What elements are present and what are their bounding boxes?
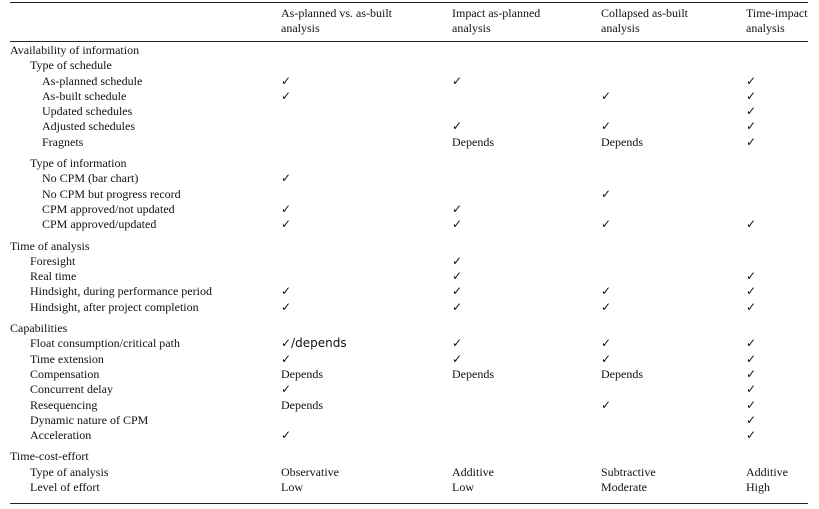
row-label: Time extension	[30, 351, 104, 366]
column-header-line: analysis	[746, 21, 785, 35]
table-row	[10, 74, 808, 89]
table-cell: ✓	[746, 351, 757, 366]
column-header-line: Collapsed as-built	[601, 6, 688, 20]
table-cell	[601, 202, 746, 217]
table-cell	[601, 156, 746, 171]
table-cell: Depends	[281, 366, 323, 381]
table-cell	[281, 104, 452, 119]
column-header-line: As-planned vs. as-built	[281, 6, 392, 20]
table-row	[10, 367, 808, 382]
table-row	[10, 89, 808, 104]
table-cell	[452, 43, 601, 58]
row-label: Resequencing	[30, 397, 98, 412]
column-header-line: Impact as-planned	[452, 6, 541, 20]
table-row	[10, 171, 808, 186]
table-cell: ✓	[281, 201, 292, 216]
row-label: As-planned schedule	[42, 73, 143, 88]
table-cell: Depends	[281, 397, 323, 412]
table-cell	[281, 135, 452, 150]
table-cell: Subtractive	[601, 464, 656, 479]
row-label: Type of information	[30, 156, 127, 171]
table-cell: ✓	[746, 269, 757, 284]
table-cell	[601, 321, 746, 336]
table-cell: ✓	[601, 186, 612, 201]
table-cell: ✓	[601, 397, 612, 412]
table-cell: Depends	[601, 134, 643, 149]
row-label: No CPM (bar chart)	[42, 171, 139, 186]
table-cell: ✓	[452, 217, 463, 232]
table-cell: ✓	[281, 351, 292, 366]
table-cell: Depends	[601, 366, 643, 381]
table-row	[10, 398, 808, 413]
table-cell: ✓	[746, 104, 757, 119]
table-cell	[746, 187, 808, 202]
table-cell	[452, 398, 601, 413]
table-cell: ✓	[746, 336, 757, 351]
section-row	[10, 239, 808, 254]
table-cell	[601, 269, 746, 284]
table-cell	[601, 254, 746, 269]
section-row	[10, 43, 808, 58]
table-cell	[601, 239, 746, 254]
table-row	[10, 269, 808, 284]
comparison-table-body	[10, 43, 808, 495]
table-cell: Low	[281, 480, 303, 495]
table-cell	[281, 119, 452, 134]
table-row	[10, 217, 808, 232]
table-row	[10, 187, 808, 202]
table-cell: ✓	[281, 382, 292, 397]
table-cell	[281, 239, 452, 254]
table-cell	[601, 382, 746, 397]
table-cell: ✓	[452, 284, 463, 299]
table-cell	[281, 156, 452, 171]
section-heading: Capabilities	[10, 321, 68, 336]
table-row	[10, 119, 808, 134]
table-cell	[601, 74, 746, 89]
table-cell	[281, 321, 452, 336]
table-cell	[452, 449, 601, 464]
table-cell	[452, 413, 601, 428]
column-header-line: analysis	[452, 21, 491, 35]
table-row	[10, 336, 808, 351]
row-label: Level of effort	[30, 480, 100, 495]
table-row	[10, 202, 808, 217]
table-cell	[746, 449, 808, 464]
column-header-impact-as-planned	[452, 6, 592, 36]
table-cell	[601, 104, 746, 119]
row-label: Type of analysis	[30, 464, 109, 479]
row-label: Compensation	[30, 366, 100, 381]
table-cell: ✓	[746, 397, 757, 412]
table-row	[10, 480, 808, 495]
table-cell: Observative	[281, 464, 339, 479]
table-cell: ✓	[281, 428, 292, 443]
row-label: As-built schedule	[42, 88, 127, 103]
table-cell	[281, 254, 452, 269]
table-cell	[601, 171, 746, 186]
row-label: Fragnets	[42, 134, 84, 149]
table-row	[10, 284, 808, 299]
row-label: Dynamic nature of CPM	[30, 412, 149, 427]
table-cell: ✓	[281, 73, 292, 88]
table-cell: ✓	[601, 88, 612, 103]
table-row	[10, 413, 808, 428]
table-cell: ✓	[281, 284, 292, 299]
table-cell: ✓	[281, 88, 292, 103]
table-cell: ✓	[281, 171, 292, 186]
row-label: Hindsight, during performance period	[30, 284, 212, 299]
table-row	[10, 156, 808, 171]
table-cell: Additive	[746, 464, 788, 479]
table-cell	[746, 58, 808, 73]
table-cell: ✓	[746, 412, 757, 427]
column-header-line: analysis	[601, 21, 640, 35]
table-cell: ✓	[746, 299, 757, 314]
top-rule	[10, 2, 808, 3]
bottom-rule	[10, 503, 808, 504]
table-cell: ✓	[746, 382, 757, 397]
table-cell: ✓	[452, 299, 463, 314]
table-row	[10, 352, 808, 367]
table-cell	[452, 156, 601, 171]
table-cell	[746, 254, 808, 269]
row-label: No CPM but progress record	[42, 186, 181, 201]
table-cell: ✓	[601, 217, 612, 232]
table-cell: ✓	[746, 88, 757, 103]
column-header-as-planned-vs-as-built	[281, 6, 441, 36]
column-header-time-impact	[746, 6, 816, 36]
table-cell	[452, 104, 601, 119]
table-cell	[746, 171, 808, 186]
table-cell: ✓	[452, 201, 463, 216]
table-rows	[10, 43, 808, 495]
section-row	[10, 449, 808, 464]
table-row	[10, 382, 808, 397]
table-cell: Depends	[452, 366, 494, 381]
table-cell: ✓	[452, 253, 463, 268]
table-cell	[281, 58, 452, 73]
row-label: Foresight	[30, 253, 76, 268]
row-label: Updated schedules	[42, 104, 133, 119]
table-row	[10, 254, 808, 269]
table-cell	[452, 382, 601, 397]
table-cell	[452, 89, 601, 104]
section-heading: Availability of information	[10, 43, 140, 57]
table-cell: ✓	[601, 119, 612, 134]
table-cell: ✓	[452, 269, 463, 284]
column-header-collapsed-as-built	[601, 6, 741, 36]
table-cell	[281, 269, 452, 284]
table-cell: ✓	[746, 119, 757, 134]
table-cell: ✓	[601, 299, 612, 314]
table-cell	[452, 187, 601, 202]
table-cell: ✓	[746, 284, 757, 299]
table-cell: Low	[452, 480, 474, 495]
column-header-line: Time-impact	[746, 6, 808, 20]
row-label: CPM approved/updated	[42, 217, 157, 232]
table-cell	[281, 449, 452, 464]
table-row	[10, 104, 808, 119]
table-cell: ✓	[281, 299, 292, 314]
table-cell	[601, 449, 746, 464]
table-cell	[281, 187, 452, 202]
table-cell	[452, 239, 601, 254]
table-cell: Additive	[452, 464, 494, 479]
table-cell	[281, 413, 452, 428]
table-cell: Moderate	[601, 480, 647, 495]
table-cell	[452, 428, 601, 443]
table-cell: High	[746, 480, 770, 495]
section-heading: Time of analysis	[10, 238, 90, 253]
table-cell	[746, 239, 808, 254]
section-row	[10, 321, 808, 336]
table-cell	[452, 171, 601, 186]
table-cell	[746, 156, 808, 171]
row-label: Float consumption/critical path	[30, 336, 180, 351]
table-cell	[281, 43, 452, 58]
column-header-line: analysis	[281, 21, 320, 35]
table-row	[10, 428, 808, 443]
row-label: Concurrent delay	[30, 382, 113, 397]
section-heading: Time-cost-effort	[10, 449, 89, 464]
header-rule	[10, 41, 808, 42]
row-label: Adjusted schedules	[42, 119, 135, 134]
table-cell: ✓	[452, 73, 463, 88]
row-label: Acceleration	[30, 428, 92, 443]
row-label: Type of schedule	[30, 58, 112, 73]
table-cell	[601, 58, 746, 73]
table-cell: ✓	[746, 428, 757, 443]
row-label: Real time	[30, 269, 77, 284]
table-cell: ✓	[746, 217, 757, 232]
table-cell: ✓/depends	[281, 336, 347, 351]
table-row	[10, 465, 808, 480]
row-label: Hindsight, after project completion	[30, 299, 199, 314]
table-cell: ✓	[746, 73, 757, 88]
table-cell	[452, 321, 601, 336]
table-cell	[746, 321, 808, 336]
table-cell: ✓	[601, 336, 612, 351]
table-cell: ✓	[746, 134, 757, 149]
table-cell: ✓	[452, 351, 463, 366]
table-cell	[452, 58, 601, 73]
table-row	[10, 58, 808, 73]
table-cell: ✓	[601, 284, 612, 299]
table-cell: ✓	[601, 351, 612, 366]
row-label: CPM approved/not updated	[42, 201, 175, 216]
table-cell	[601, 43, 746, 58]
table-cell: ✓	[746, 366, 757, 381]
table-row	[10, 300, 808, 315]
table-cell: ✓	[452, 336, 463, 351]
table-cell: ✓	[281, 217, 292, 232]
table-cell: ✓	[452, 119, 463, 134]
table-cell	[746, 202, 808, 217]
table-row	[10, 135, 808, 150]
table-cell	[746, 43, 808, 58]
table-cell	[601, 413, 746, 428]
table-cell: Depends	[452, 134, 494, 149]
table-cell	[601, 428, 746, 443]
